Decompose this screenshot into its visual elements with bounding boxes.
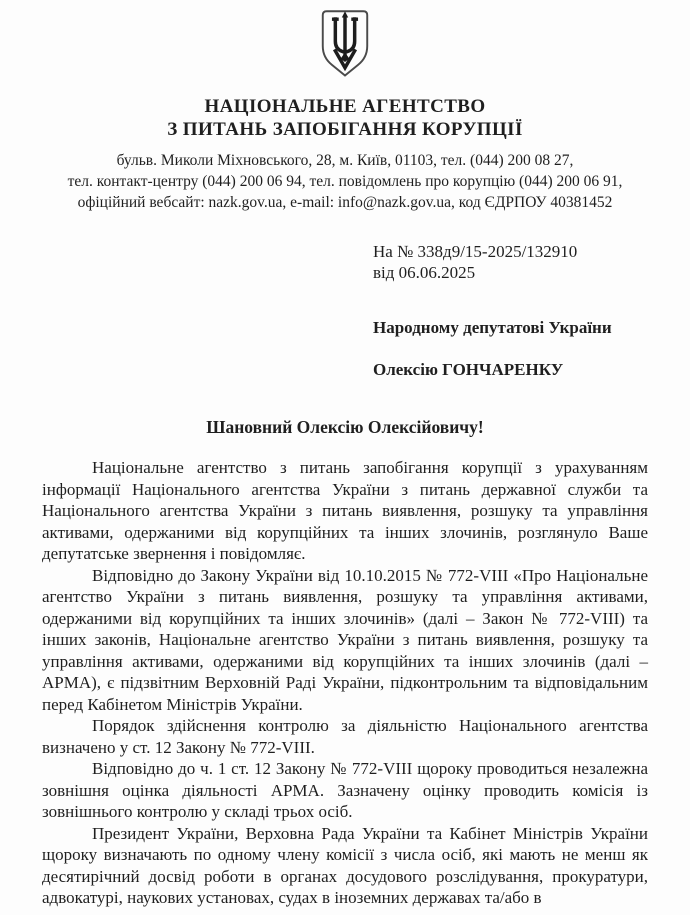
body-paragraph: Відповідно до Закону України від 10.10.2015 № 772-VIII «Про Національне агентство України з питань виявлення, розшуку та управління активами, одержаними від корупційних та інших злочинів» (далі – Закон № 772-VIII) та інших законів, Національне агентство України з питань виявлення, розшуку та управління активами, одержаними від корупційних та інших злочинів (далі – АРМА), є підзвітним Верховній Раді України, підконтрольним та відповідальним перед Кабінетом Міністрів України. [42, 565, 648, 714]
body-paragraph: Президент України, Верховна Рада України та Кабінет Міністрів України щороку визначають по одному члену комісії з числа осіб, які мають не менш як десятирічний досвід роботи в органах досудового розслідування, прокуратури, адвокатурі, наукових установах, судах в іноземних державах та/або в [42, 823, 648, 907]
contact-info-block [42, 150, 648, 213]
letter-content [0, 8, 690, 909]
address-line-1: бульв. Миколи Міхновського, 28, м. Київ, 01103, тел. (044) 200 08 27, [116, 152, 574, 169]
trident-icon [316, 8, 374, 86]
body-paragraph: Національне агентство з питань запобігання корупції з урахуванням інформації Національного агентства України з питань державної служби та Національного агентства України з питань виявлення, розшуку та управління активами, одержаними від корупційних та інших злочинів, розглянуло Ваше депутатське звернення і повідомляє. [42, 458, 648, 563]
org-name-line2: З ПИТАНЬ ЗАПОБІГАННЯ КОРУПЦІЇ [167, 119, 523, 140]
reference-number: На № 338д9/15-2025/132910 [373, 242, 578, 261]
body-paragraph: Порядок здійснення контролю за діяльністю Національного агентства визначено у ст. 12 Закону № 772-VIII. [42, 716, 648, 757]
addressee-title: Народному депутатові України [373, 318, 612, 337]
body-paragraph: Відповідно до ч. 1 ст. 12 Закону № 772-VIII щороку проводиться незалежна зовнішня оцінка діяльності АРМА. Зазначену оцінку проводить комісія із зовнішнього контролю у складі трьох осіб. [42, 759, 648, 821]
reference-block [373, 241, 648, 283]
addressee-name: Олексію ГОНЧАРЕНКУ [373, 360, 564, 379]
org-name-line1: НАЦІОНАЛЬНЕ АГЕНТСТВО [204, 96, 486, 117]
reference-date: від 06.06.2025 [373, 263, 476, 282]
salutation: Шановний Олексію Олексійовичу! [206, 417, 484, 437]
address-line-3: офіційний вебсайт: nazk.gov.ua, e-mail: info@nazk.gov.ua, код ЄДРПОУ 40381452 [77, 194, 613, 211]
ukraine-trident-emblem [316, 8, 374, 86]
address-line-2: тел. контакт-центру (044) 200 06 94, тел. повідомлень про корупцію (044) 200 06 91, [67, 173, 623, 190]
letter-body [42, 457, 648, 909]
addressee-block [373, 318, 648, 380]
organization-name [42, 95, 648, 141]
